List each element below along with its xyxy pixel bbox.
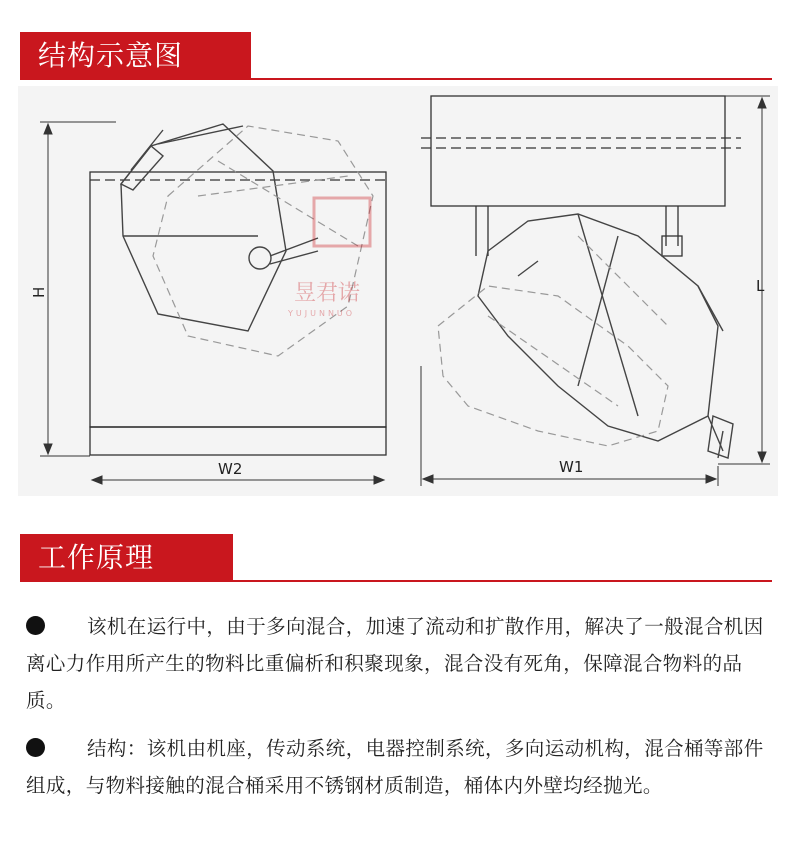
right-drum xyxy=(478,214,733,458)
l-label: L xyxy=(756,277,765,295)
structure-diagram-drawing xyxy=(18,86,778,496)
bullet-icon xyxy=(26,738,45,757)
structure-title-rule xyxy=(20,78,772,80)
watermark-sub: YUJUNNUO xyxy=(288,309,356,318)
h-label: H xyxy=(30,286,48,298)
structure-section-title: 结构示意图 xyxy=(20,32,251,80)
principle-paragraph-1 xyxy=(26,608,771,719)
left-drum-ghost xyxy=(153,126,373,356)
principle-text-1: 该机在运行中，由于多向混合，加速了流动和扩散作用，解决了一般混合机因离心力作用所产生的物料比重偏析和积聚现象，混合没有死角，保障混合物料的品质。 xyxy=(26,615,764,712)
principle-paragraph-2 xyxy=(26,730,771,804)
w1-label: W1 xyxy=(559,458,584,476)
brand-watermark xyxy=(287,198,370,318)
watermark-seal-icon xyxy=(314,198,370,246)
structure-diagram xyxy=(18,86,778,496)
right-drum-ghost xyxy=(438,236,668,446)
principle-section-title: 工作原理 xyxy=(20,534,233,582)
principle-text-2: 结构：该机由机座，传动系统，电器控制系统，多向运动机构，混合桶等部件组成，与物料接触的混合桶采用不锈钢材质制造，桶体内外壁均经抛光。 xyxy=(26,737,764,797)
principle-title-rule xyxy=(20,580,772,582)
watermark-brand: 昱君诺 xyxy=(294,281,361,306)
left-drum xyxy=(121,124,318,331)
base-plinth xyxy=(90,427,386,455)
w2-label: W2 xyxy=(218,460,243,478)
top-beam xyxy=(431,96,725,206)
front-view xyxy=(421,96,770,486)
bullet-icon xyxy=(26,616,45,635)
